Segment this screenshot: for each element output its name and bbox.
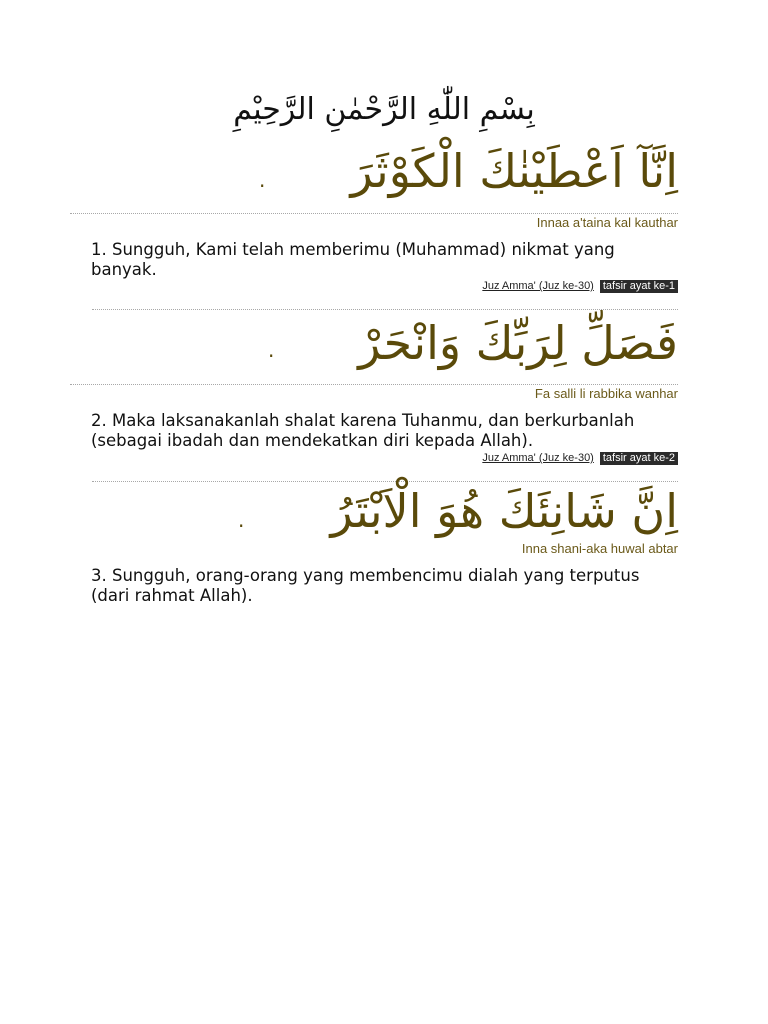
verse-3-ayah-mark: . — [238, 508, 245, 532]
verse-1-ayah-mark: . — [259, 168, 266, 192]
tafsir-link[interactable]: tafsir ayat ke-2 — [600, 452, 678, 465]
divider — [70, 213, 678, 214]
verse-2-ayah-mark: . — [268, 338, 275, 362]
verse-2-translation: 2. Maka laksanakanlah shalat karena Tuhanmu, dan berkurbanlah (sebagai ibadah dan mendekatkan diri kepada Allah). — [91, 411, 635, 450]
verse-2-arabic: فَصَلِّ لِرَبِّكَ وَانْحَرْ — [358, 316, 678, 370]
divider — [70, 384, 678, 385]
verse-1-arabic: اِنَّآ اَعْطَيْنٰكَ الْكَوْثَرَ — [350, 144, 678, 198]
verse-1-transliteration: Innaa a'taina kal kauthar — [536, 215, 678, 230]
verse-2-transliteration: Fa salli li rabbika wanhar — [534, 386, 678, 401]
tafsir-link[interactable]: tafsir ayat ke-1 — [600, 280, 678, 293]
basmalah-heading: بِسْمِ اللّٰهِ الرَّحْمٰنِ الرَّحِيْمِ — [233, 92, 535, 127]
juz-amma-link[interactable]: Juz Amma' (Juz ke-30) — [482, 452, 594, 464]
divider — [92, 309, 678, 310]
verse-1-translation: 1. Sungguh, Kami telah memberimu (Muhammad) nikmat yang banyak. — [91, 240, 615, 279]
verse-3-translation: 3. Sungguh, orang-orang yang membencimu dialah yang terputus (dari rahmat Allah). — [91, 566, 640, 605]
verse-1-tags — [482, 280, 678, 293]
verse-3-transliteration: Inna shani-aka huwal abtar — [521, 541, 678, 556]
juz-amma-link[interactable]: Juz Amma' (Juz ke-30) — [482, 280, 594, 292]
verse-3-arabic: اِنَّ شَانِئَكَ هُوَ الْاَبْتَرُ — [330, 484, 678, 538]
verse-2-tags — [482, 452, 678, 465]
